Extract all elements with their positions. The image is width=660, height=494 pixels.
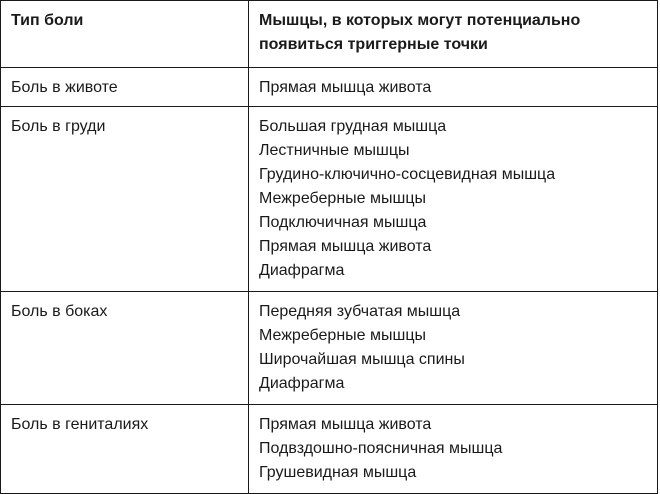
muscles-cell xyxy=(249,68,658,107)
table-row xyxy=(1,405,658,494)
muscle-item: Прямая мышца живота xyxy=(259,79,432,96)
muscle-item: Диафрагма xyxy=(259,375,345,392)
muscles-cell xyxy=(249,107,658,292)
muscle-item: Грудино-ключично-сосцевидная мышца xyxy=(259,166,556,183)
pain-type-cell: Боль в животе xyxy=(1,68,249,107)
pain-type-cell: Боль в груди xyxy=(1,107,249,292)
header-pain-type: Тип боли xyxy=(1,1,249,68)
muscle-item: Передняя зубчатая мышца xyxy=(259,303,461,320)
muscle-item: Широчайшая мышца спины xyxy=(259,351,465,368)
muscles-cell xyxy=(249,292,658,405)
muscles-cell xyxy=(249,405,658,494)
muscle-item: Подвздошно-поясничная мышца xyxy=(259,440,503,457)
pain-type-cell: Боль в гениталиях xyxy=(1,405,249,494)
muscle-item: Грушевидная мышца xyxy=(259,464,417,481)
muscle-item: Большая грудная мышца xyxy=(259,118,447,135)
muscle-item: Лестничные мышцы xyxy=(259,142,410,159)
table-row xyxy=(1,292,658,405)
header-muscles: Мышцы, в которых могут потенциально появиться триггерные точки xyxy=(249,1,658,68)
table-row xyxy=(1,68,658,107)
table-row xyxy=(1,107,658,292)
muscle-item: Прямая мышца живота xyxy=(259,238,432,255)
muscle-item: Диафрагма xyxy=(259,262,345,279)
table-header-row xyxy=(1,1,658,68)
muscle-item: Межреберные мышцы xyxy=(259,327,427,344)
muscle-item: Подключичная мышца xyxy=(259,214,427,231)
pain-type-cell: Боль в боках xyxy=(1,292,249,405)
muscle-item: Прямая мышца живота xyxy=(259,416,432,433)
muscle-item: Межреберные мышцы xyxy=(259,190,427,207)
